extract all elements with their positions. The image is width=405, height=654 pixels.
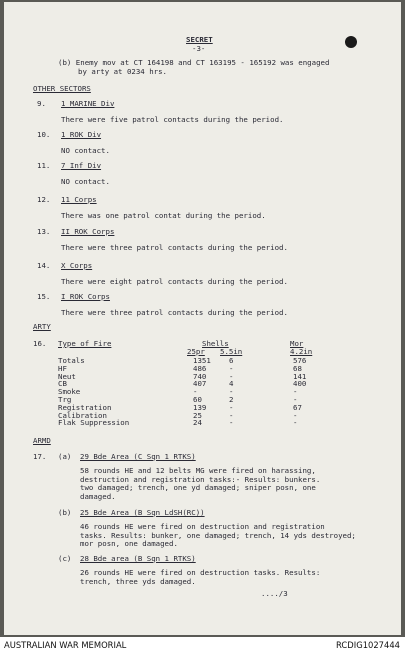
armd-item-text: trench, three yds damaged. bbox=[80, 576, 196, 586]
arty-col-mor: Mor bbox=[290, 339, 304, 348]
arty-number: 16. bbox=[33, 339, 47, 348]
intro-line-1: (b) Enemy mov at CT 164198 and CT 163195 - 165192 was engaged bbox=[58, 58, 330, 67]
arty-row-mor: - bbox=[293, 395, 298, 404]
arty-row-type: CB bbox=[58, 379, 67, 389]
arty-row-mor: 67 bbox=[293, 402, 302, 412]
armd-item-text: mor posn, one damaged. bbox=[80, 539, 178, 549]
punch-hole bbox=[345, 36, 357, 48]
armd-item-unit: 25 Bde Area (B Sqn LdSH(RC)) bbox=[80, 508, 205, 517]
arty-row-type: Totals bbox=[58, 356, 85, 365]
armd-item-text: tasks. Results: bunker, one damaged; trench, 14 yds destroyed; bbox=[80, 530, 356, 540]
arty-row-mor: 576 bbox=[293, 356, 307, 365]
arty-row-25pr: 139 bbox=[193, 402, 207, 412]
armd-item-text: 58 rounds HE and 12 belts MG were fired on harassing, bbox=[80, 466, 316, 475]
sector-text: There were five patrol contacts during the period. bbox=[61, 115, 284, 124]
armd-item-label: (b) bbox=[58, 508, 72, 517]
sector-unit: II ROK Corps bbox=[61, 227, 115, 236]
sector-number: 14. bbox=[37, 261, 51, 270]
document-page bbox=[4, 2, 401, 635]
footer-source: AUSTRALIAN WAR MEMORIAL bbox=[4, 640, 127, 650]
arty-row-type: Flak Suppression bbox=[58, 418, 130, 428]
armd-item-text: two damaged; trench, one yd damaged; sniper posn, one bbox=[80, 483, 316, 493]
classification-marking: SECRET bbox=[186, 35, 213, 44]
armd-item-label: (a) bbox=[58, 452, 72, 461]
arty-row-mor: 141 bbox=[293, 371, 307, 381]
arty-row-mor: 400 bbox=[293, 379, 307, 389]
sector-unit: 1 ROK Div bbox=[61, 130, 102, 139]
arty-row-25pr: 24 bbox=[193, 418, 202, 428]
arty-col-type: Type of Fire bbox=[58, 339, 112, 348]
armd-item-text: 26 rounds HE were fired on destruction tasks. Results: bbox=[80, 568, 321, 577]
arty-row-mor: 68 bbox=[293, 363, 302, 373]
armd-item-unit: 29 Bde Area (C Sqn 1 RTKS) bbox=[80, 452, 196, 461]
arty-row-mor: - bbox=[293, 418, 298, 428]
footer-record-id: RCDIG1027444 bbox=[336, 640, 400, 650]
sector-text: There was one patrol contat during the period. bbox=[61, 211, 266, 220]
sector-unit: I ROK Corps bbox=[61, 292, 110, 301]
arty-sub-42in: 4.2in bbox=[290, 347, 313, 356]
sector-number: 9. bbox=[37, 99, 46, 108]
continuation-mark: ..../3 bbox=[261, 589, 288, 598]
arty-sub-55in: 5.5in bbox=[220, 347, 243, 356]
sector-number: 15. bbox=[37, 292, 51, 301]
sector-text: NO contact. bbox=[61, 177, 110, 186]
sector-unit: 7 Inf Div bbox=[61, 161, 102, 170]
intro-line-2: by arty at 0234 hrs. bbox=[78, 67, 167, 76]
arty-row-55in: - bbox=[229, 418, 234, 428]
arty-row-25pr: 740 bbox=[193, 371, 207, 381]
arty-row-25pr: 407 bbox=[193, 379, 207, 389]
arty-row-mor: - bbox=[293, 387, 298, 397]
arty-row-type: Calibration bbox=[58, 410, 107, 420]
arty-row-25pr: 60 bbox=[193, 395, 202, 404]
arty-row-25pr: - bbox=[193, 387, 198, 397]
arty-row-mor: - bbox=[293, 410, 298, 420]
other-sectors-heading: OTHER SECTORS bbox=[33, 84, 91, 93]
arty-row-55in: 2 bbox=[229, 395, 234, 404]
arty-row-type: Smoke bbox=[58, 387, 81, 397]
arty-row-25pr: 1351 bbox=[193, 356, 211, 365]
sector-unit: 1 MARINE Div bbox=[61, 99, 115, 108]
arty-row-25pr: 486 bbox=[193, 363, 207, 373]
armd-item-unit: 28 Bde area (B Sqn 1 RTKS) bbox=[80, 554, 196, 563]
sector-text: There were three patrol contacts during the period. bbox=[61, 308, 288, 317]
arty-sub-25pr: 25pr bbox=[187, 347, 205, 356]
arty-heading: ARTY bbox=[33, 322, 51, 331]
arty-row-25pr: 25 bbox=[193, 410, 202, 420]
armd-number: 17. bbox=[33, 452, 47, 461]
armd-heading: ARMD bbox=[33, 436, 51, 445]
sector-text: There were three patrol contacts during the period. bbox=[61, 243, 288, 252]
sector-text: There were eight patrol contacts during the period. bbox=[61, 277, 288, 286]
arty-row-55in: - bbox=[229, 410, 234, 420]
arty-row-type: Trg bbox=[58, 395, 72, 404]
arty-col-shells: Shells bbox=[202, 339, 229, 348]
sector-unit: 11 Corps bbox=[61, 195, 97, 204]
footer-bar bbox=[0, 637, 405, 654]
arty-row-55in: - bbox=[229, 387, 234, 397]
sector-number: 10. bbox=[37, 130, 51, 139]
arty-row-type: Registration bbox=[58, 402, 112, 412]
arty-row-55in: - bbox=[229, 363, 234, 373]
arty-row-55in: 4 bbox=[229, 379, 234, 389]
sector-number: 11. bbox=[37, 161, 51, 170]
armd-item-label: (c) bbox=[58, 554, 72, 563]
armd-item-text: 46 rounds HE were fired on destruction and registration bbox=[80, 522, 325, 531]
armd-item-text: destruction and registration tasks:- Results: bunkers. bbox=[80, 474, 321, 484]
page-number: -3- bbox=[192, 44, 206, 53]
sector-number: 13. bbox=[37, 227, 51, 236]
sector-number: 12. bbox=[37, 195, 51, 204]
arty-row-type: HF bbox=[58, 363, 67, 373]
arty-row-55in: 6 bbox=[229, 356, 234, 365]
arty-row-55in: - bbox=[229, 402, 234, 412]
sector-text: NO contact. bbox=[61, 146, 110, 155]
arty-row-type: Neut bbox=[58, 371, 76, 381]
arty-row-55in: - bbox=[229, 371, 234, 381]
sector-unit: X Corps bbox=[61, 261, 93, 270]
armd-item-text: damaged. bbox=[80, 491, 116, 501]
